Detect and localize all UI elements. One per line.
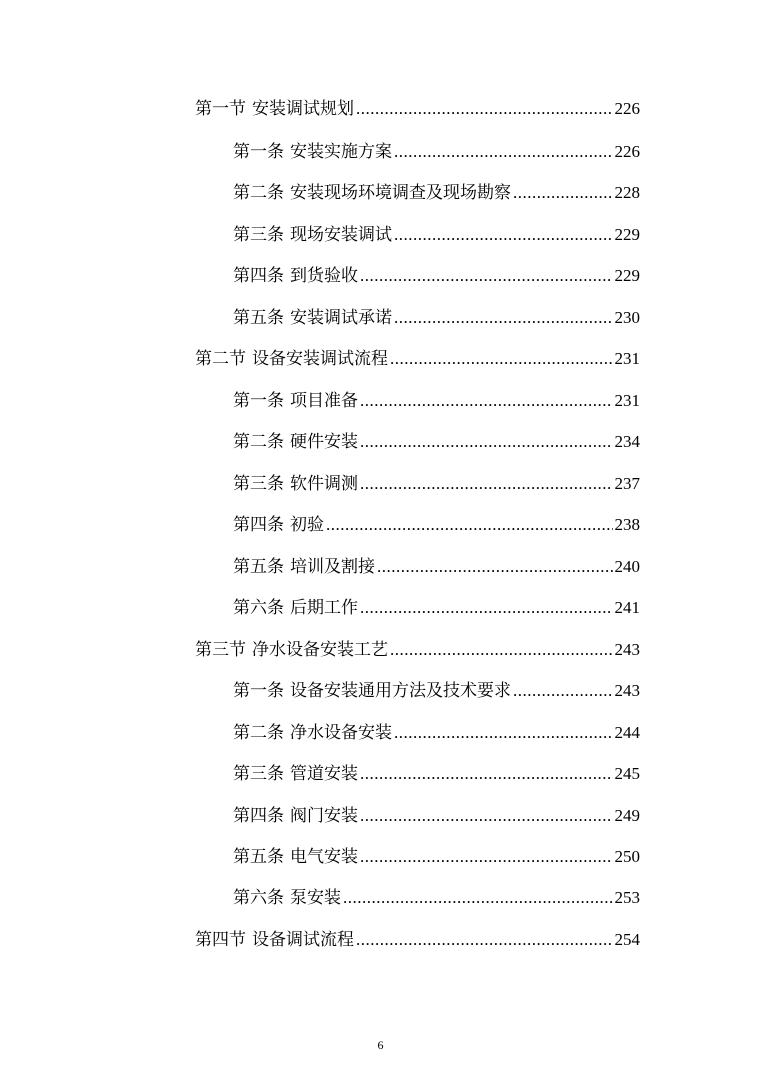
toc-entry-number: 第五条 [233, 557, 284, 577]
toc-dot-leader [360, 762, 613, 786]
toc-entry[interactable] [233, 845, 640, 869]
toc-dot-leader [360, 430, 613, 454]
toc-entry-title: 到货验收 [290, 266, 358, 286]
toc-entry-number: 第五条 [233, 847, 284, 867]
toc-entry-label [233, 845, 358, 869]
toc-entry-title: 阀门安装 [290, 806, 358, 826]
toc-entry-number: 第二节 [195, 349, 246, 369]
toc-entry-label [233, 596, 358, 620]
toc-entry-page: 238 [614, 515, 640, 534]
toc-entry-label [233, 140, 392, 164]
toc-entry-number: 第一条 [233, 142, 284, 162]
toc-entry-number: 第四条 [233, 806, 284, 826]
toc-entry[interactable] [233, 264, 640, 288]
toc-entry[interactable] [233, 679, 640, 703]
toc-entry-page: 230 [614, 308, 640, 327]
toc-entry[interactable] [195, 347, 640, 371]
toc-entry[interactable] [233, 472, 640, 496]
toc-entry-page: 234 [614, 432, 640, 451]
toc-entry[interactable] [233, 223, 640, 247]
toc-entry-title: 净水设备安装 [290, 723, 392, 743]
toc-dot-leader [360, 472, 613, 496]
toc-entry-label [233, 472, 358, 496]
toc-entry-page: 229 [614, 266, 640, 285]
toc-dot-leader [377, 555, 613, 579]
toc-entry-title: 初验 [290, 515, 324, 535]
toc-dot-leader [326, 513, 613, 537]
toc-entry-title: 现场安装调试 [290, 225, 392, 245]
toc-entry-title: 泵安装 [290, 888, 341, 908]
toc-entry-title: 安装调试规划 [252, 99, 354, 119]
toc-entry[interactable] [195, 928, 640, 952]
toc-entry-page: 249 [614, 806, 640, 825]
toc-entry-page: 245 [614, 764, 640, 783]
toc-entry-number: 第四条 [233, 515, 284, 535]
toc-entry[interactable] [233, 389, 640, 413]
toc-entry-title: 设备安装通用方法及技术要求 [290, 681, 511, 701]
toc-entry-number: 第四条 [233, 266, 284, 286]
toc-dot-leader [513, 181, 613, 205]
toc-entry[interactable] [195, 97, 640, 121]
toc-entry-title: 项目准备 [290, 391, 358, 411]
toc-entry-title: 管道安装 [290, 764, 358, 784]
toc-entry-number: 第六条 [233, 598, 284, 618]
toc-entry-title: 安装实施方案 [290, 142, 392, 162]
toc-entry-label [195, 638, 388, 662]
toc-entry[interactable] [195, 638, 640, 662]
toc-entry-label [233, 430, 358, 454]
toc-entry-label [233, 721, 392, 745]
toc-entry[interactable] [233, 596, 640, 620]
toc-dot-leader [394, 223, 613, 247]
toc-entry-page: 243 [614, 640, 640, 659]
toc-entry-page: 226 [614, 142, 640, 161]
toc-entry-title: 硬件安装 [290, 432, 358, 452]
toc-dot-leader [513, 679, 613, 703]
toc-entry-page: 250 [614, 847, 640, 866]
toc-entry[interactable] [233, 140, 640, 164]
toc-entry-title: 设备调试流程 [252, 930, 354, 950]
toc-dot-leader [356, 97, 613, 121]
toc-entry[interactable] [233, 555, 640, 579]
toc-entry-title: 设备安装调试流程 [252, 349, 388, 369]
toc-entry[interactable] [233, 430, 640, 454]
toc-dot-leader [390, 638, 613, 662]
toc-entry[interactable] [233, 886, 640, 910]
toc-entry-title: 安装现场环境调查及现场勘察 [290, 183, 511, 203]
toc-entry-number: 第二条 [233, 723, 284, 743]
toc-entry-title: 软件调测 [290, 474, 358, 494]
footer-page-number: 6 [377, 1038, 384, 1052]
toc-entry-page: 240 [614, 557, 640, 576]
toc-entry-number: 第四节 [195, 930, 246, 950]
toc-entry-page: 253 [614, 888, 640, 907]
toc-entry-number: 第三条 [233, 764, 284, 784]
toc-entry-page: 226 [614, 99, 640, 118]
toc-entry-label [195, 97, 354, 121]
toc-entry-number: 第一条 [233, 681, 284, 701]
toc-entry-page: 237 [614, 474, 640, 493]
toc-entry-label [233, 804, 358, 828]
toc-dot-leader [360, 389, 613, 413]
toc-entry-page: 244 [614, 723, 640, 742]
toc-entry-number: 第二条 [233, 432, 284, 452]
toc-entry-page: 241 [614, 598, 640, 617]
toc-entry-label [233, 555, 375, 579]
toc-entry-label [233, 223, 392, 247]
toc-entry-number: 第二条 [233, 183, 284, 203]
toc-entry-label [233, 762, 358, 786]
toc-entry[interactable] [233, 181, 640, 205]
toc-entry-label [233, 886, 341, 910]
toc-entry-number: 第三节 [195, 640, 246, 660]
toc-entry[interactable] [233, 306, 640, 330]
toc-entry-number: 第三条 [233, 225, 284, 245]
toc-dot-leader [394, 140, 613, 164]
toc-entry-page: 254 [614, 930, 640, 949]
toc-dot-leader [360, 804, 613, 828]
toc-entry[interactable] [233, 721, 640, 745]
toc-entry-page: 231 [614, 349, 640, 368]
toc-entry-title: 安装调试承诺 [290, 308, 392, 328]
toc-entry[interactable] [233, 513, 640, 537]
toc-dot-leader [360, 845, 613, 869]
toc-entry-title: 后期工作 [290, 598, 358, 618]
toc-entry-label [195, 928, 354, 952]
toc-entry-title: 培训及割接 [290, 557, 375, 577]
toc-entry-label [233, 181, 511, 205]
toc-entry-number: 第三条 [233, 474, 284, 494]
toc-entry-label [195, 347, 388, 371]
toc-entry-number: 第六条 [233, 888, 284, 908]
toc-entry-page: 229 [614, 225, 640, 244]
toc-entry-title: 净水设备安装工艺 [252, 640, 388, 660]
toc-entry-title: 电气安装 [290, 847, 358, 867]
toc-entry-page: 243 [614, 681, 640, 700]
toc-entry-number: 第一条 [233, 391, 284, 411]
toc-dot-leader [356, 928, 613, 952]
toc-entry-number: 第五条 [233, 308, 284, 328]
toc-entry-label [233, 389, 358, 413]
toc-dot-leader [360, 264, 613, 288]
toc-entry-label [233, 306, 392, 330]
toc-entry[interactable] [233, 804, 640, 828]
toc-entry-label [233, 679, 511, 703]
toc-dot-leader [394, 306, 613, 330]
toc-dot-leader [394, 721, 613, 745]
toc-entry-label [233, 264, 358, 288]
toc-entry-page: 228 [614, 183, 640, 202]
toc-dot-leader [390, 347, 613, 371]
toc-dot-leader [343, 886, 613, 910]
toc-entry-label [233, 513, 324, 537]
toc-entry[interactable] [233, 762, 640, 786]
toc-entry-page: 231 [614, 391, 640, 410]
toc-dot-leader [360, 596, 613, 620]
toc-entry-number: 第一节 [195, 99, 246, 119]
